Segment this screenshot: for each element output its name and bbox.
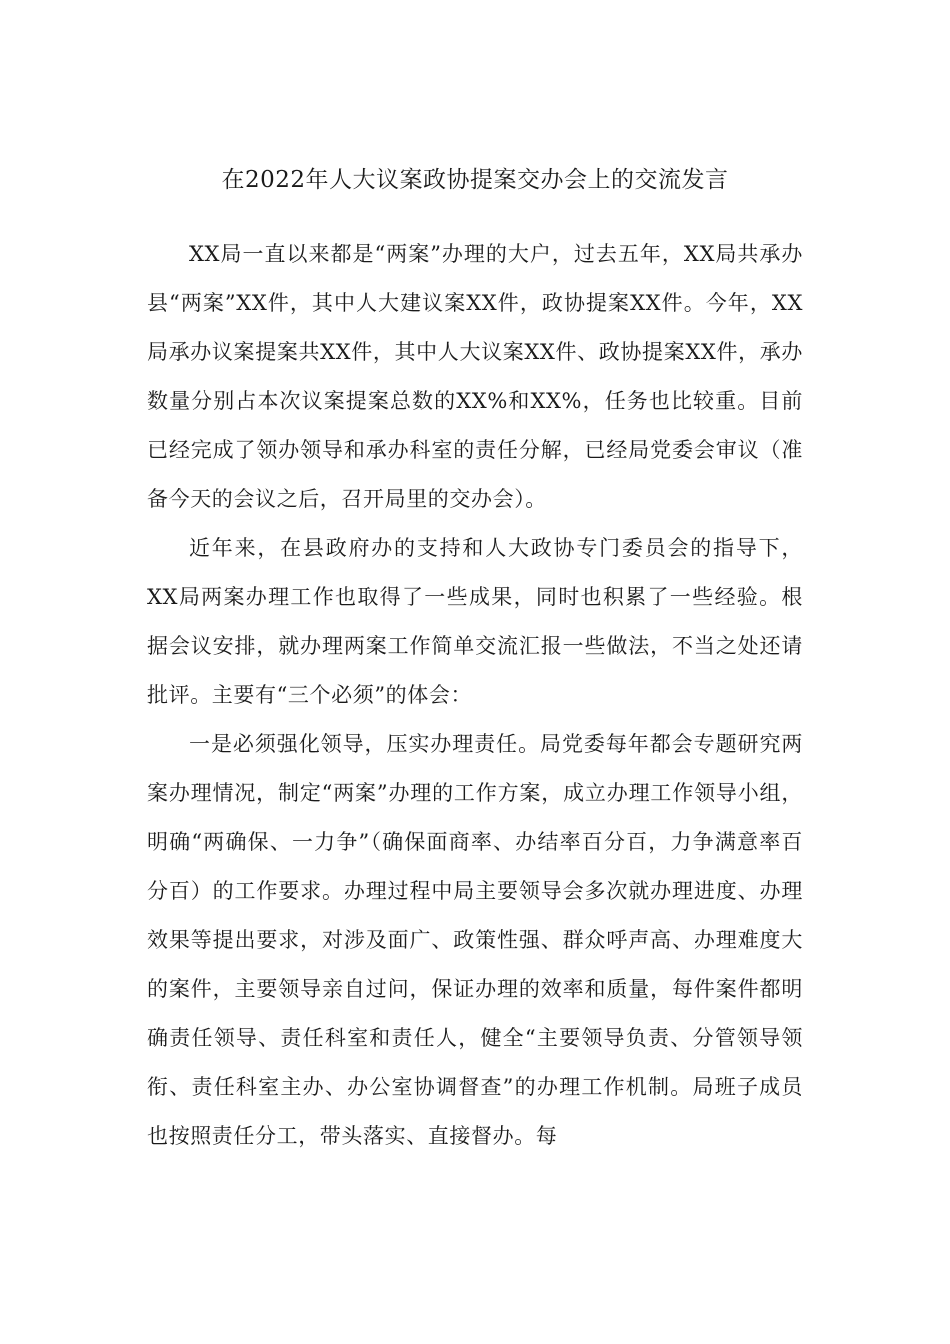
paragraph-3: 一是必须强化领导，压实办理责任。局党委每年都会专题研究两案办理情况，制定“两案”办理的工作方案，成立办理工作领导小组，明确“两确保、一力争”（确保面商率、办结率百分百，力争满意率百分百）的工作要求。办理过程中局主要领导会多次就办理进度、办理效果等提出要求，对涉及面广、政策性强、群众呼声高、办理难度大的案件，主要领导亲自过问，保证办理的效率和质量，每件案件都明确责任领导、责任科室和责任人，健全“主要领导负责、分管领导领衔、责任科室主办、办公室协调督查”的办理工作机制。局班子成员也按照责任分工，带头落实、直接督办。每 <box>147 732 803 1148</box>
document-title: 在2022年人大议案政协提案交办会上的交流发言 <box>221 167 729 193</box>
paragraph-1: XX局一直以来都是“两案”办理的大户，过去五年，XX局共承办县“两案”XX件，其中人大建议案XX件，政协提案XX件。今年，XX局承办议案提案共XX件，其中人大议案XX件、政协提案XX件，承办数量分别占本次议案提案总数的XX%和XX%，任务也比较重。目前已经完成了领办领导和承办科室的责任分解，已经局党委会审议（准备今天的会议之后，召开局里的交办会）。 <box>147 242 803 511</box>
document-body <box>147 230 803 1161</box>
paragraph-2: 近年来，在县政府办的支持和人大政协专门委员会的指导下，XX局两案办理工作也取得了一些成果，同时也积累了一些经验。根据会议安排，就办理两案工作简单交流汇报一些做法，不当之处还请批评。主要有“三个必须”的体会： <box>147 536 803 707</box>
